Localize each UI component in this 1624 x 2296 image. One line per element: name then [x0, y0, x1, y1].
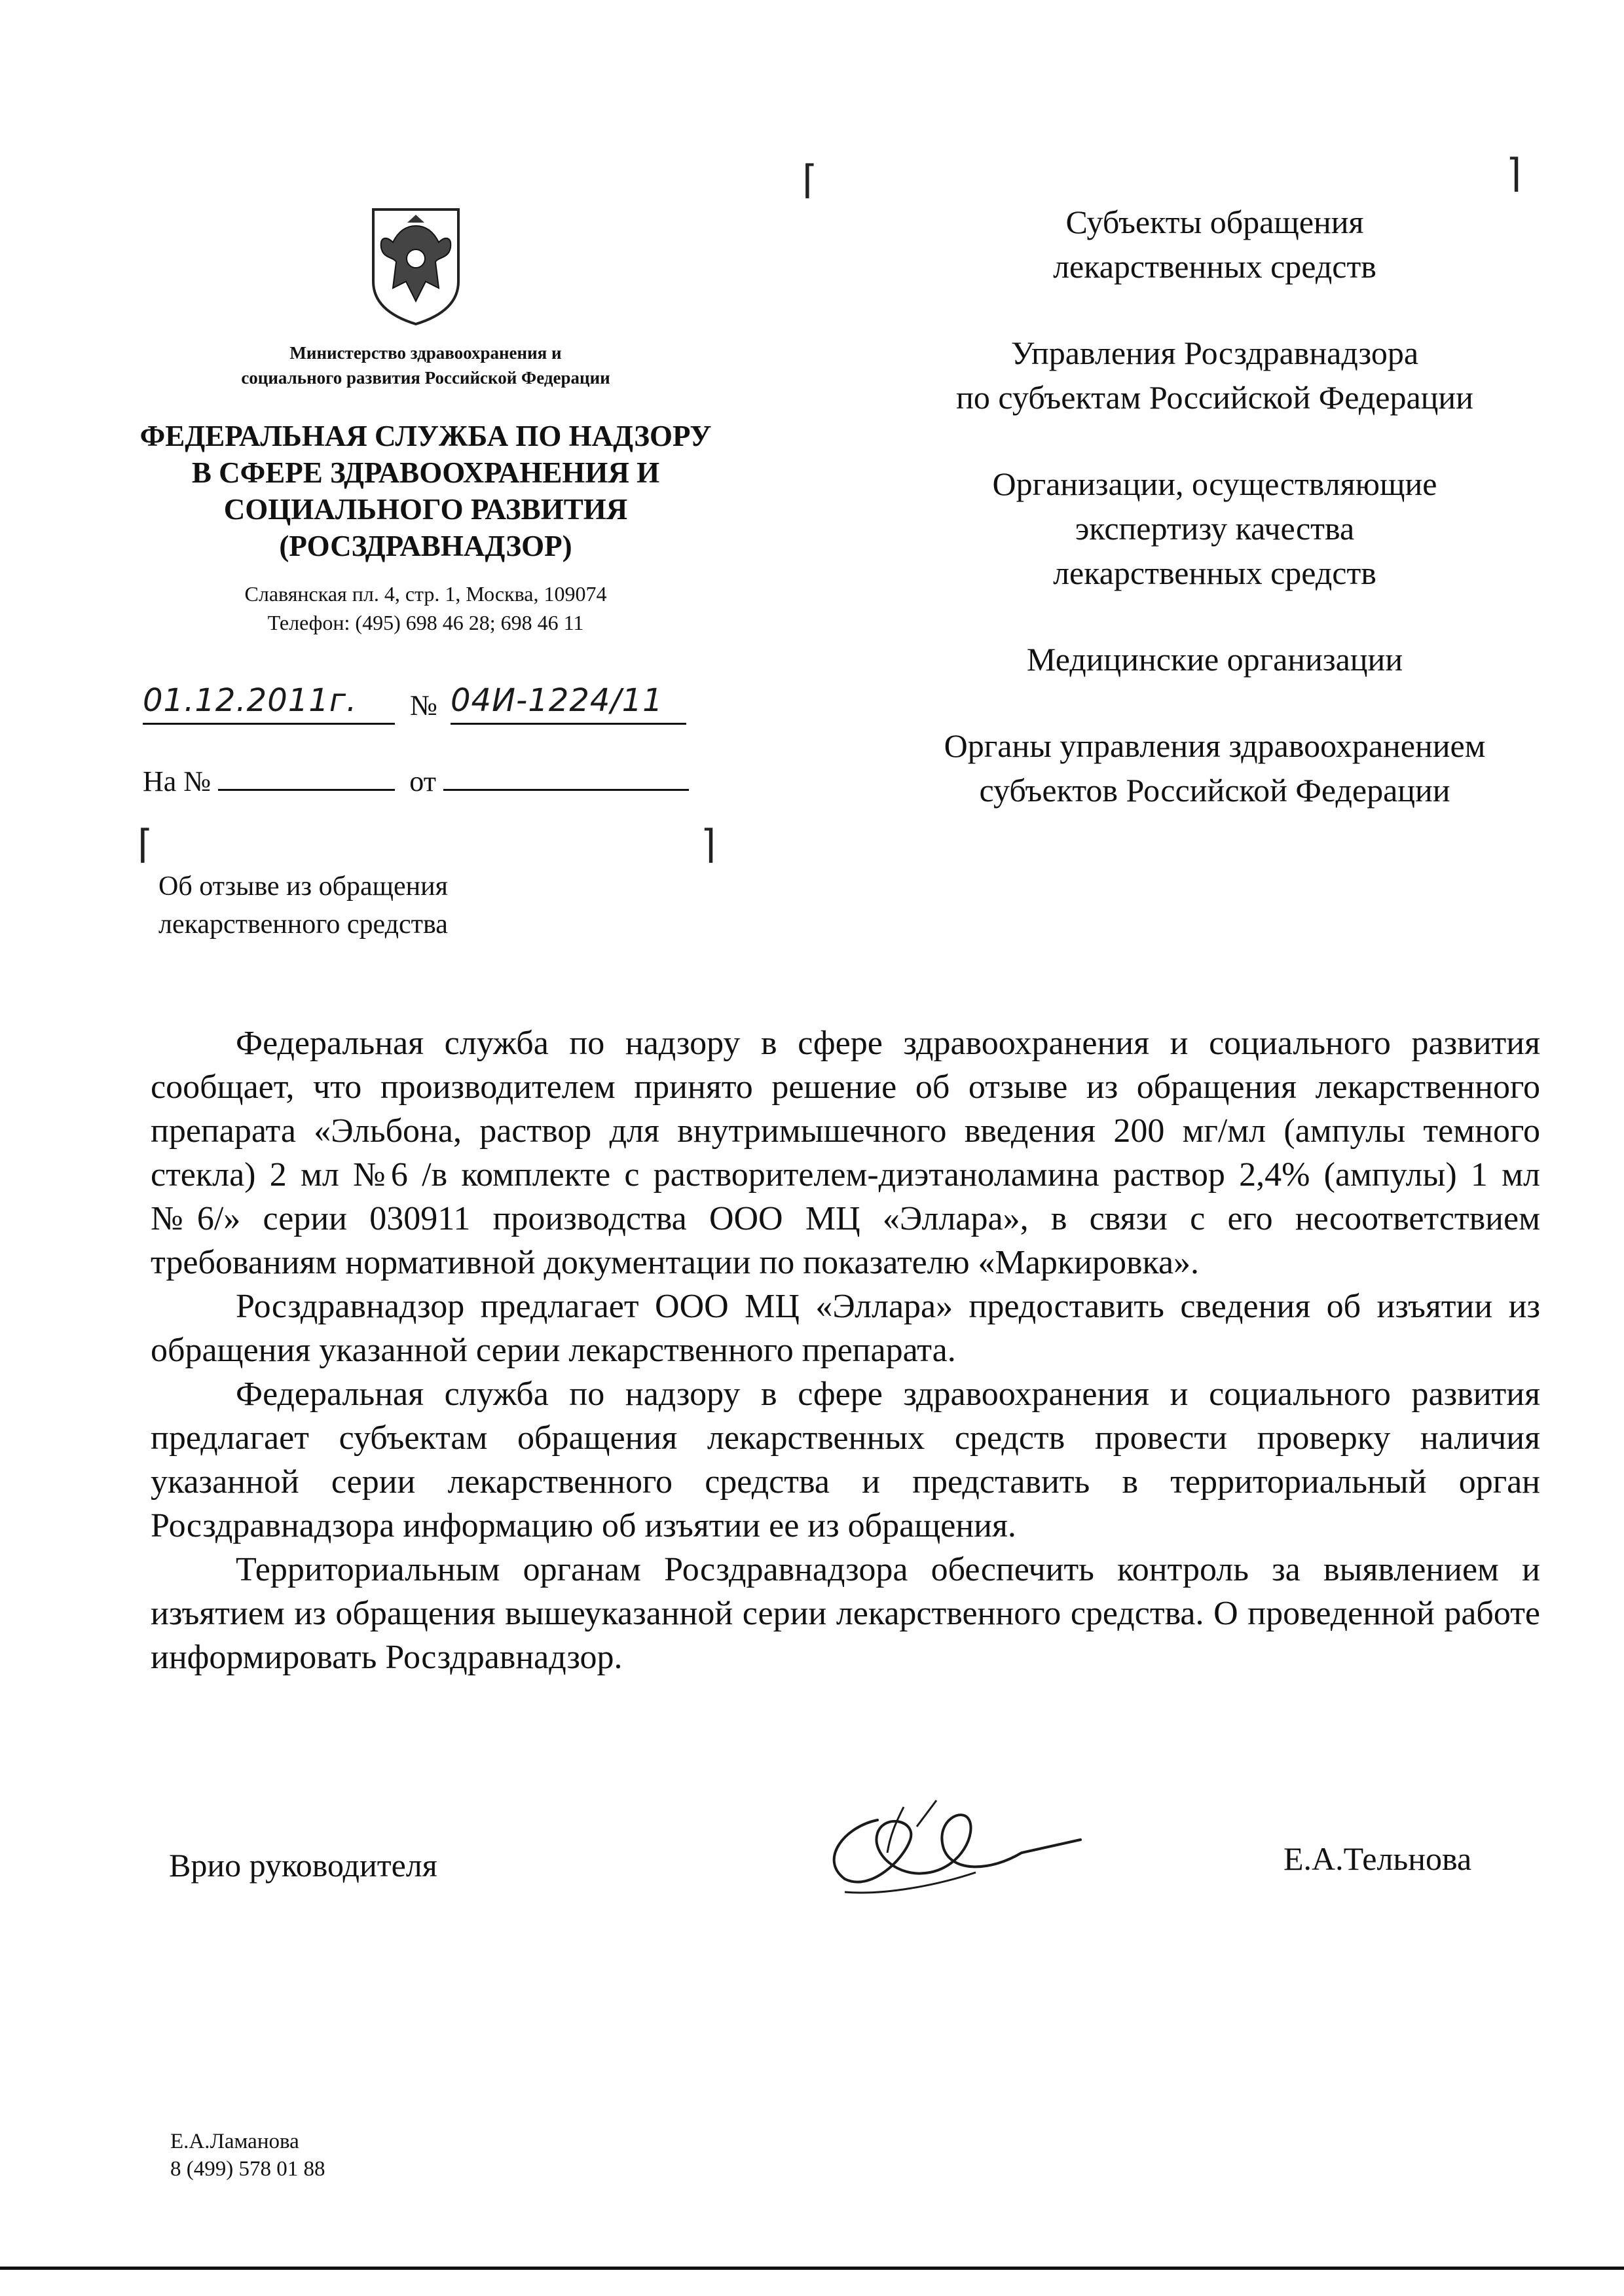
reply-number-blank — [218, 765, 395, 791]
address-line: Славянская пл. 4, стр. 1, Москва, 109074 — [244, 582, 607, 606]
ministry-line: социального развития Российской Федерации — [241, 368, 610, 388]
addressee-line: по субъектам Российской Федерации — [956, 379, 1473, 416]
handwritten-signature — [805, 1781, 1094, 1912]
ministry-name — [164, 340, 688, 390]
executor-info — [170, 2128, 325, 2183]
number-label: № — [410, 689, 437, 721]
subject-line: Об отзыве из обращения — [158, 871, 448, 902]
agency-address — [164, 579, 688, 637]
addressee-line: Медицинские организации — [1026, 641, 1403, 678]
addressee-line: лекарственных средств — [1053, 248, 1376, 285]
signatory-name: Е.А.Тельнова — [1283, 1840, 1472, 1877]
body-paragraph: Федеральная служба по надзору в сфере здравоохранения и социального развития предлагает субъектам обращения лекарственных средств провести проверку наличия указанной серии лекарственного средства и представить в территориальный орган Росздравнадзора информацию об изъятии ее из обращения. — [151, 1376, 1540, 1544]
addressee-line: лекарственных средств — [1053, 555, 1376, 591]
corner-mark-top-right: ⌉ — [1506, 151, 1522, 196]
agency-name — [118, 418, 733, 564]
signatory-position: Врио руководителя — [169, 1847, 437, 1884]
body-paragraph: Федеральная служба по надзору в сфере здравоохранения и социального развития сообщает, что производителем принято решение об отзыве из обращения лекарственного препарата «Эльбона, раствор для внутримышечного введения 200 мг/мл (ампулы темного стекла) 2 мл №6 /в комплекте с растворителем-диэтаноламина раствор 2,4% (ампулы) 1 мл №6/» серии 030911 производства ООО МЦ «Эллара», в связи с его несоответствием требованиям нормативной документации по показателю «Маркировка». — [151, 1025, 1540, 1281]
corner-mark-top-left: ⌈ — [138, 822, 153, 867]
addressee — [871, 331, 1559, 420]
reply-from-label: от — [409, 765, 436, 797]
ministry-line: Министерство здравоохранения и — [289, 343, 562, 363]
agency-line: (РОСЗДРАВНАДЗОР) — [279, 530, 572, 562]
addressee-line: Организации, осуществляющие — [992, 465, 1437, 502]
addressee-line: Органы управления здравоохранением — [944, 727, 1486, 764]
agency-line: В СФЕРЕ ЗДРАВООХРАНЕНИЯ И — [191, 456, 660, 489]
addressee-line: экспертизу качества — [1075, 510, 1355, 547]
body-paragraph: Территориальным органам Росздравнадзора обеспечить контроль за выявлением и изъятием из обращения вышеуказанной серии лекарственного средства. О проведенной работе информировать Росздравнадзор. — [151, 1551, 1540, 1676]
corner-mark-top-left: ⌈ — [802, 157, 818, 203]
addressee — [871, 462, 1559, 595]
addressee-line: субъектов Российской Федерации — [979, 772, 1450, 809]
reply-reference-line — [143, 765, 689, 798]
reply-date-blank — [443, 765, 689, 791]
agency-line: ФЕДЕРАЛЬНАЯ СЛУЖБА ПО НАДЗОРУ — [139, 420, 712, 452]
letter-body — [151, 1021, 1540, 1679]
address-line: Телефон: (495) 698 46 28; 698 46 11 — [267, 611, 584, 634]
outgoing-date: 01.12.2011г. — [143, 682, 395, 725]
addressee — [871, 637, 1559, 682]
corner-mark-top-right: ⌉ — [701, 822, 716, 867]
reply-number-label: На № — [143, 765, 212, 797]
agency-line: СОЦИАЛЬНОГО РАЗВИТИЯ — [223, 493, 628, 526]
page-bottom-rule — [0, 2267, 1624, 2270]
body-paragraph: Росздравнадзор предлагает ООО МЦ «Эллара» предоставить сведения об изъятии из обращения указанной серии лекарственного препарата. — [151, 1288, 1540, 1369]
addressee-line: Управления Росздравнадзора — [1010, 335, 1419, 371]
subject-line: лекарственного средства — [158, 909, 448, 939]
addressee-list — [871, 200, 1559, 812]
outgoing-number: 04И-1224/11 — [451, 682, 686, 725]
executor-phone: 8 (499) 578 01 88 — [170, 2157, 325, 2181]
addressee — [871, 723, 1559, 812]
letter-subject — [158, 867, 564, 943]
executor-name: Е.А.Ламанова — [170, 2130, 299, 2153]
addressee-line: Субъекты обращения — [1065, 204, 1364, 240]
addressee — [871, 200, 1559, 289]
coat-of-arms-icon — [367, 196, 465, 327]
